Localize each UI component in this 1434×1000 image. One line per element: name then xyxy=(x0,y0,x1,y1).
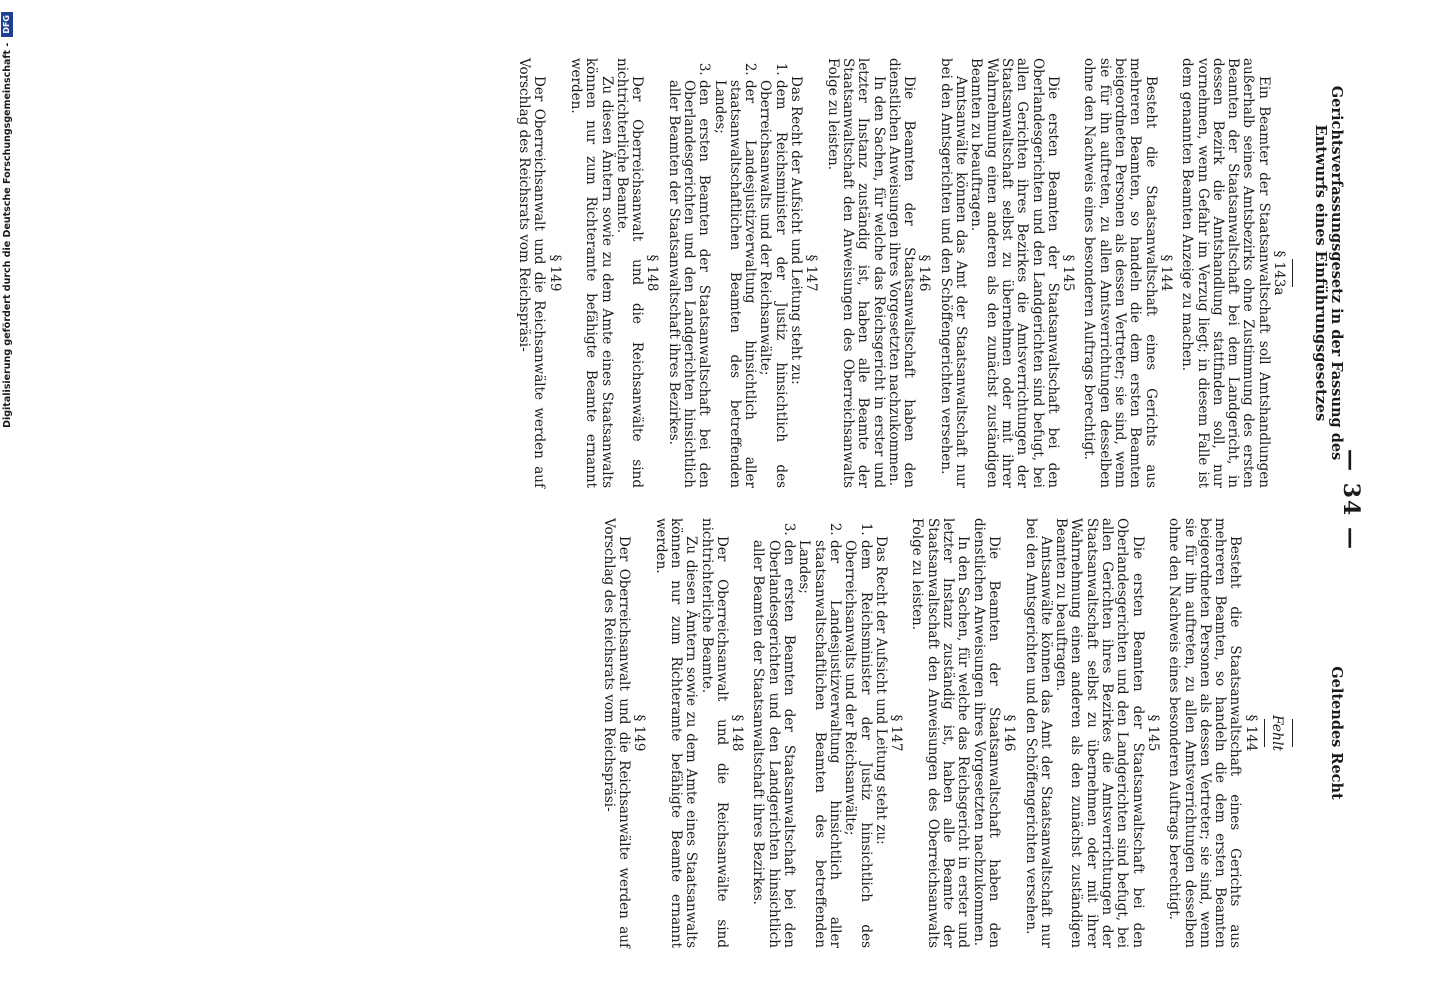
section-paragraph: Der Oberreichsanwalt und die Reichsanwälte werden auf Vorschlag des Reichsrats vom Reichspräsi- xyxy=(600,518,633,948)
fehlt-label: Fehlt xyxy=(1269,714,1285,752)
section-paragraph: Besteht die Staatsanwaltschaft eines Gerichts aus mehreren Beamten, so handeln die dem ersten Beamten beigeordneten Personen als dessen Vertreter; sie sind, wenn sie für ihn auftreten, zu allen Amtsverrichtungen desselben ohne den Nachweis eines besonderen Auftrags berechtigt. xyxy=(1081,58,1159,488)
section-paragraph: Der Oberreichsanwalt und die Reichsanwälte sind nichtrichterliche Beamte. xyxy=(613,58,646,488)
left-sections xyxy=(516,58,1286,488)
credit-text: Digitalisierung gefördert durch die Deutsche Forschungsgemeinschaft - xyxy=(1,42,13,428)
list-item: 1. dem Reichsminister der Justiz hinsichtlich des Oberreichsanwalts und der Reichsanwälte; xyxy=(757,80,788,488)
list-item: 2. der Landesjustizverwaltung hinsichtlich aller staatsanwaltschaftlichen Beamten des betreffenden Landes; xyxy=(711,80,757,488)
section-paragraph: Besteht die Staatsanwaltschaft eines Gerichts aus mehreren Beamten, so handeln die dem ersten Beamten beigeordneten Personen als dessen Vertreter; sie sind, wenn sie für ihn auftreten, zu allen Amtsverrichtungen desselben ohne den Nachweis eines besonderen Auftrags berechtigt. xyxy=(1166,518,1244,948)
dfg-logo: DFG xyxy=(1,12,13,37)
section-intro: Das Recht der Aufsicht und Leitung steht zu: xyxy=(872,536,889,845)
left-column xyxy=(516,58,1344,488)
section-paragraph: Amtsanwälte können das Amt der Staatsanwaltschaft nur bei den Amtsgerichten und den Schöffengerichten versehen. xyxy=(937,58,970,488)
section-paragraph: Amtsanwälte können das Amt der Staatsanwaltschaft nur bei den Amtsgerichten und den Schöffengerichten versehen. xyxy=(1022,518,1054,948)
section-number: § 149 xyxy=(631,714,648,752)
section-paragraph: In den Sachen, für welche das Reichsgericht in erster und letzter Instanz zuständig ist, haben alle Beamte der Staatsanwaltschaft den Anweisungen des Oberreichsanwalts Folge zu leisten. xyxy=(909,518,972,948)
list-item: 1. dem Reichsminister der Justiz hinsichtlich des Oberreichsanwalts und der Reichsanwälte; xyxy=(842,540,873,948)
right-sections xyxy=(601,518,1258,948)
heading-rule xyxy=(1292,259,1293,287)
left-column-heading: Gerichtsverfassungsgesetz in der Fassung des Entwurfs eines Einführungsgesetzes xyxy=(1312,85,1345,461)
section-number: § 147 xyxy=(888,714,905,752)
fehlt-rule xyxy=(1264,719,1265,747)
section-paragraph: Die ersten Beamten der Staatsanwaltschaft bei den Oberlandesgerichten und den Landgerichten sind befugt, bei allen Gerichten ihres Bezirkes die Amtsverrichtungen der Staatsanwaltschaft selbst zu übernehmen oder mit ihrer Wahrnehmung einen anderen als den zunächst zuständigen Beamten zu beauftragen. xyxy=(1053,518,1146,948)
section-number: § 146 xyxy=(1001,714,1018,752)
section-paragraph: Ein Beamter der Staatsanwaltschaft soll Amtshandlungen außerhalb seines Amtsbezirks ohne Zustimmung des ersten Beamten der Staatsanwaltschaft bei dem Landgericht, in dessen Bezirk die Amtshandlung stattfinden soll, nur vornehmen, wenn Gefahr im Verzug liegt; in diesem Falle ist dem genannten Beamten Anzeige zu machen. xyxy=(1179,58,1272,488)
section-number: § 147 xyxy=(803,254,820,292)
section-number: § 144 xyxy=(1242,714,1259,752)
section-paragraph: Der Oberreichsanwalt und die Reichsanwälte sind nichtrichterliche Beamte. xyxy=(698,518,730,948)
list-item: 3. den ersten Beamten der Staatsanwaltschaft bei den Oberlandesgerichten und den Landgerichten hinsichtlich aller Beamten der Staatsanwaltschaft ihres Bezirkes. xyxy=(665,80,711,488)
right-column-heading: Geltendes Recht xyxy=(1328,666,1345,800)
right-column xyxy=(601,518,1344,948)
section-number: § 145 xyxy=(1060,254,1077,292)
heading-rule xyxy=(1292,719,1293,747)
section-paragraph: Die Beamten der Staatsanwaltschaft haben den dienstlichen Anweisungen ihres Vorgesetzten nachzukommen. xyxy=(885,58,918,488)
section-number: § 145 xyxy=(1144,714,1161,752)
section-number: § 144 xyxy=(1157,254,1174,292)
section-number: § 146 xyxy=(916,254,933,292)
list-item: 3. den ersten Beamten der Staatsanwaltschaft bei den Oberlandesgerichten und den Landgerichten hinsichtlich aller Beamten der Staatsanwaltschaft ihres Bezirkes. xyxy=(750,540,796,948)
section-paragraph: Zu diesen Ämtern sowie zu dem Amte eines Staatsanwalts können nur zum Richteramte befähigte Beamte ernannt werden. xyxy=(567,58,615,488)
section-number: § 148 xyxy=(729,714,746,752)
section-paragraph: In den Sachen, für welche das Reichsgericht in erster und letzter Instanz zuständig ist, haben alle Beamte der Staatsanwaltschaft den Anweisungen des Oberreichsanwalts Folge zu leisten. xyxy=(824,58,887,488)
section-paragraph: Der Oberreichsanwalt und die Reichsanwälte werden auf Vorschlag des Reichsrats vom Reichspräsi- xyxy=(516,58,548,488)
list-item: 2. der Landesjustizverwaltung hinsichtlich aller staatsanwaltschaftlichen Beamten des betreffenden Landes; xyxy=(796,540,842,948)
section-number: § 143a xyxy=(1271,250,1287,296)
section-paragraph: Zu diesen Ämtern sowie zu dem Amte eines Staatsanwalts können nur zum Richteramte befähigte Beamte ernannt werden. xyxy=(652,518,700,948)
page-number: — 34 — xyxy=(1338,449,1364,551)
section-number: § 149 xyxy=(546,254,563,292)
numbered-list xyxy=(665,58,787,488)
section-intro: Das Recht der Aufsicht und Leitung steht zu: xyxy=(788,76,805,385)
digitization-credit xyxy=(0,0,14,1000)
section-number: § 148 xyxy=(644,254,661,292)
section-paragraph: Die Beamten der Staatsanwaltschaft haben den dienstlichen Anweisungen ihres Vorgesetzten nachzukommen. xyxy=(970,518,1002,948)
section-paragraph: Die ersten Beamten der Staatsanwaltschaft bei den Oberlandesgerichten und den Landgerichten sind befugt, bei allen Gerichten ihres Bezirkes die Amtsverrichtungen der Staatsanwaltschaft selbst zu übernehmen oder mit ihrer Wahrnehmung einen anderen als den zunächst zuständigen Beamten zu beauftragen. xyxy=(968,58,1061,488)
numbered-list xyxy=(750,518,872,948)
